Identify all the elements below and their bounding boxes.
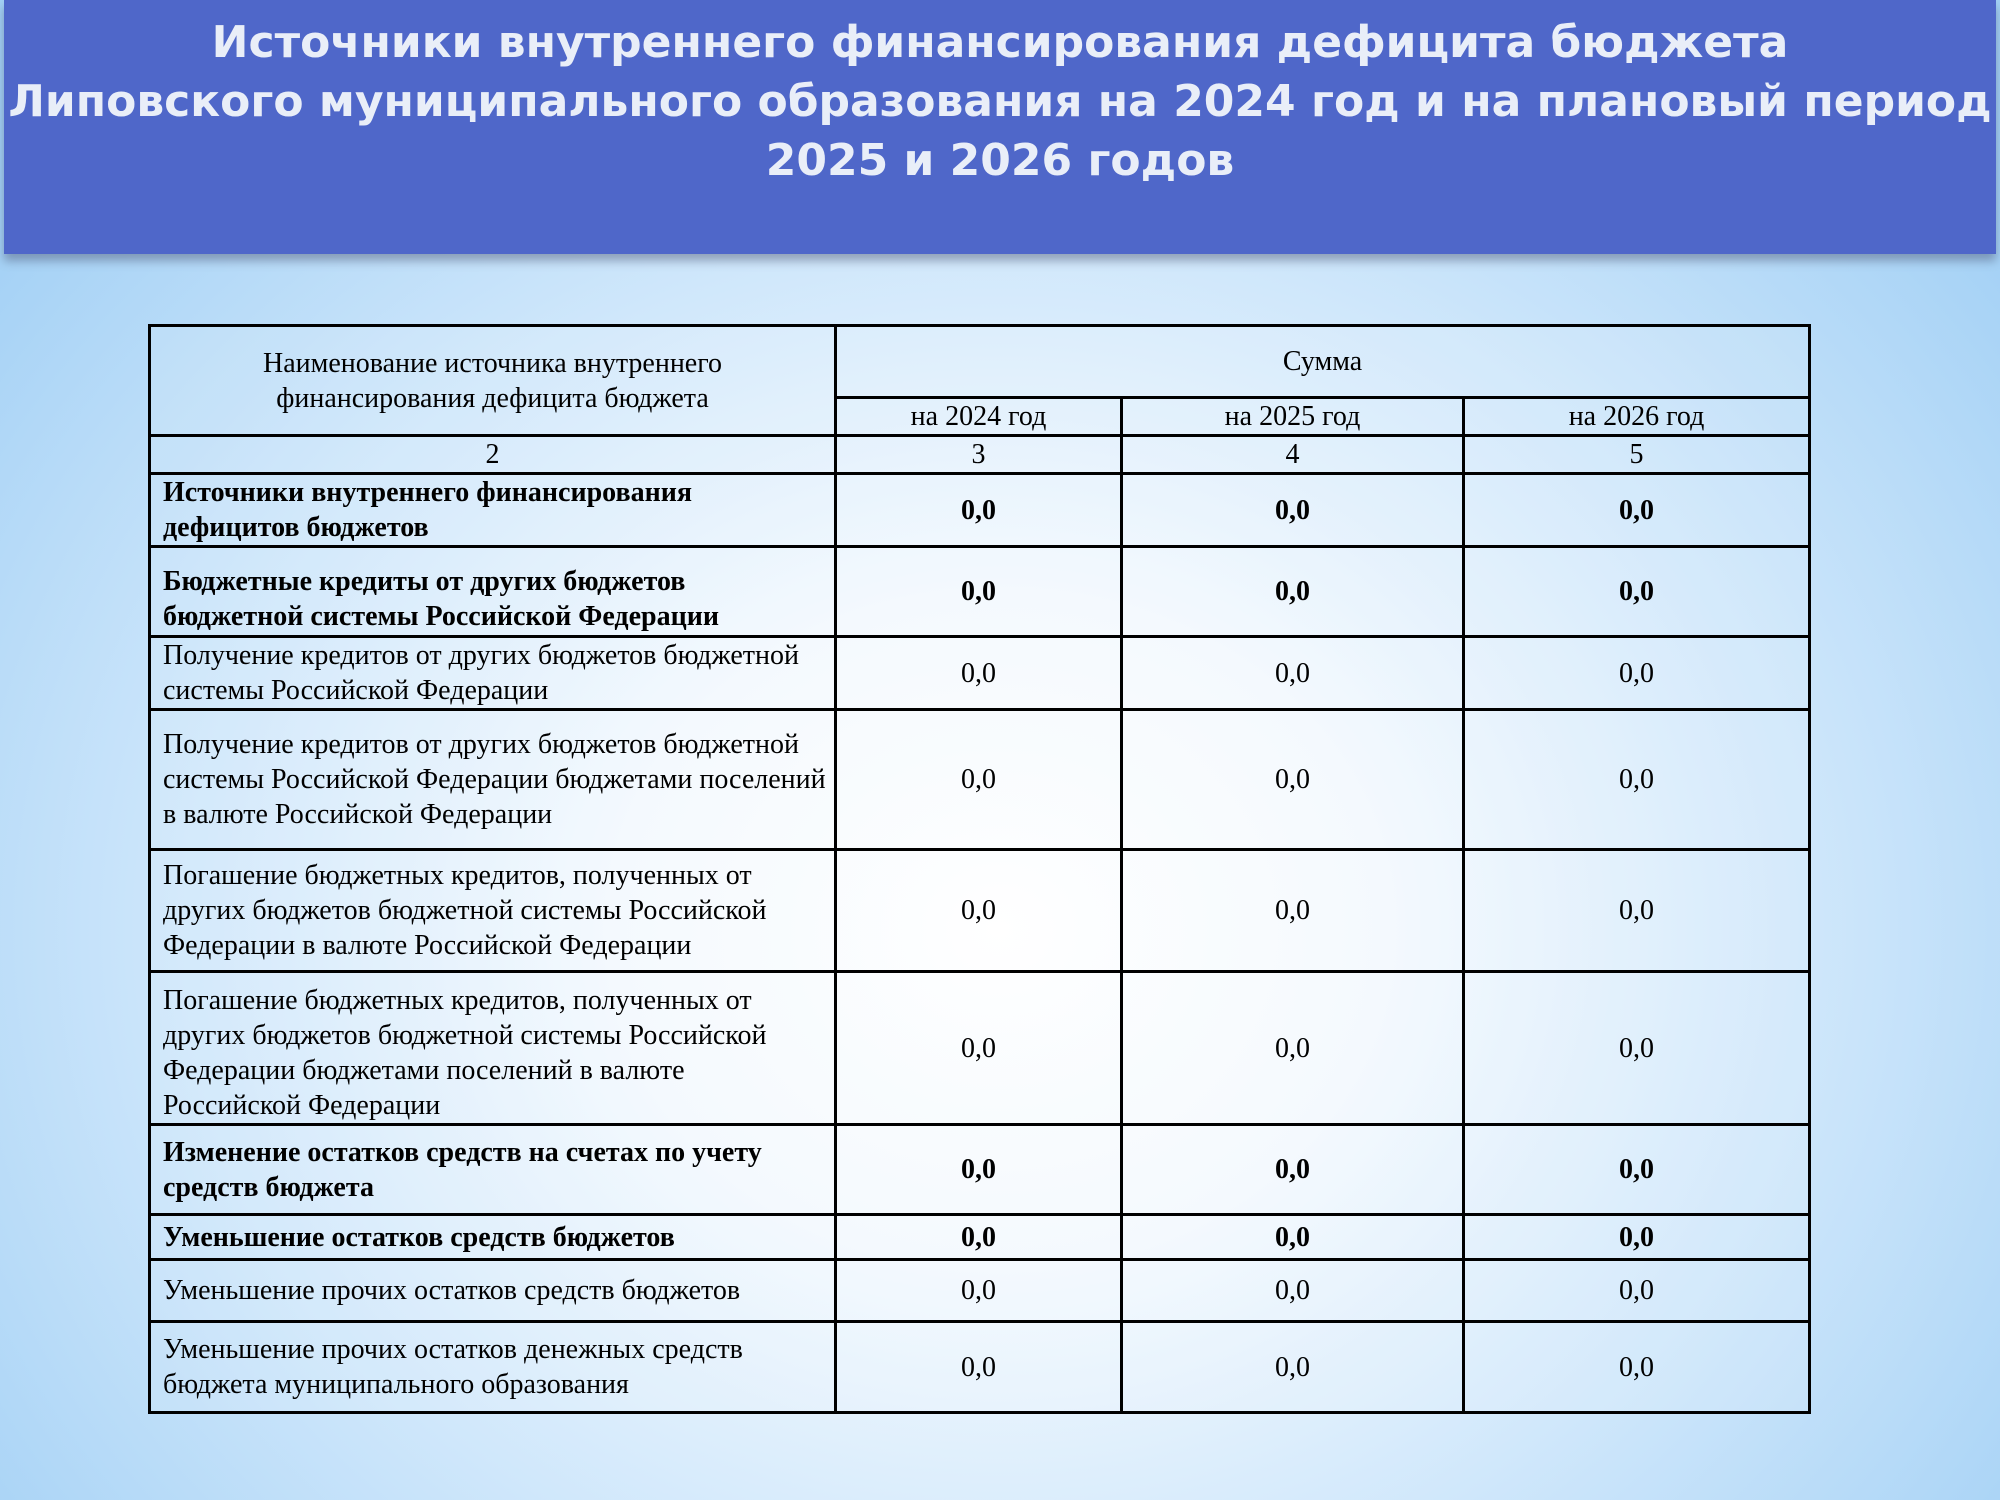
table-row (150, 474, 1810, 547)
table-row (150, 972, 1810, 1125)
value-2024: 0,0 (836, 547, 1122, 637)
value-2025: 0,0 (1122, 1125, 1464, 1215)
budget-sources-table (148, 324, 1811, 1414)
value-2026: 0,0 (1464, 710, 1810, 850)
header-row (150, 326, 1810, 398)
value-2024: 0,0 (836, 1125, 1122, 1215)
value-2026: 0,0 (1464, 972, 1810, 1125)
row-name: Погашение бюджетных кредитов, полученных от других бюджетов бюджетной системы Российской Федерации бюджетами поселений в валюте Российской Федерации (150, 972, 836, 1125)
value-2024: 0,0 (836, 1215, 1122, 1260)
value-2024: 0,0 (836, 637, 1122, 710)
row-name: Уменьшение остатков средств бюджетов (150, 1215, 836, 1260)
row-name: Изменение остатков средств на счетах по учету средств бюджета (150, 1125, 836, 1215)
table-row (150, 710, 1810, 850)
value-2025: 0,0 (1122, 710, 1464, 850)
value-2025: 0,0 (1122, 850, 1464, 972)
column-number: 5 (1464, 436, 1810, 474)
row-name: Получение кредитов от других бюджетов бюджетной системы Российской Федерации бюджетами поселений в валюте Российской Федерации (150, 710, 836, 850)
row-name: Уменьшение прочих остатков денежных средств бюджета муниципального образования (150, 1322, 836, 1413)
header-name-cell: Наименование источника внутреннего финансирования дефицита бюджета (150, 326, 836, 436)
value-2024: 0,0 (836, 474, 1122, 547)
row-name: Источники внутреннего финансирования дефицитов бюджетов (150, 474, 836, 547)
value-2024: 0,0 (836, 850, 1122, 972)
value-2025: 0,0 (1122, 1322, 1464, 1413)
value-2025: 0,0 (1122, 972, 1464, 1125)
value-2025: 0,0 (1122, 1215, 1464, 1260)
row-name: Погашение бюджетных кредитов, полученных от других бюджетов бюджетной системы Российской Федерации в валюте Российской Федерации (150, 850, 836, 972)
value-2026: 0,0 (1464, 850, 1810, 972)
value-2024: 0,0 (836, 1260, 1122, 1322)
value-2026: 0,0 (1464, 547, 1810, 637)
column-number: 4 (1122, 436, 1464, 474)
table-row (150, 850, 1810, 972)
table-row (150, 1125, 1810, 1215)
table-row (150, 1215, 1810, 1260)
table-row (150, 1260, 1810, 1322)
value-2026: 0,0 (1464, 1322, 1810, 1413)
header-year-2026: на 2026 год (1464, 398, 1810, 436)
row-name: Уменьшение прочих остатков средств бюджетов (150, 1260, 836, 1322)
column-number: 3 (836, 436, 1122, 474)
value-2025: 0,0 (1122, 547, 1464, 637)
title-line-2: Липовского муниципального образования на 2024 год и на плановый период (8, 76, 1992, 127)
value-2025: 0,0 (1122, 637, 1464, 710)
value-2024: 0,0 (836, 710, 1122, 850)
column-numbers-row (150, 436, 1810, 474)
table-row (150, 1322, 1810, 1413)
title-line-1: Источники внутреннего финансирования дефицита бюджета (211, 17, 1789, 68)
title-line-3: 2025 и 2026 годов (765, 135, 1235, 186)
column-number: 2 (150, 436, 836, 474)
table-row (150, 637, 1810, 710)
value-2024: 0,0 (836, 972, 1122, 1125)
value-2026: 0,0 (1464, 1260, 1810, 1322)
header-year-2024: на 2024 год (836, 398, 1122, 436)
value-2026: 0,0 (1464, 1125, 1810, 1215)
row-name: Получение кредитов от других бюджетов бюджетной системы Российской Федерации (150, 637, 836, 710)
value-2026: 0,0 (1464, 1215, 1810, 1260)
value-2026: 0,0 (1464, 637, 1810, 710)
header-year-2025: на 2025 год (1122, 398, 1464, 436)
value-2025: 0,0 (1122, 474, 1464, 547)
row-name: Бюджетные кредиты от других бюджетов бюджетной системы Российской Федерации (150, 547, 836, 637)
value-2024: 0,0 (836, 1322, 1122, 1413)
table-row (150, 547, 1810, 637)
value-2026: 0,0 (1464, 474, 1810, 547)
header-sum-cell: Сумма (836, 326, 1810, 398)
value-2025: 0,0 (1122, 1260, 1464, 1322)
title-banner (4, 0, 1996, 254)
